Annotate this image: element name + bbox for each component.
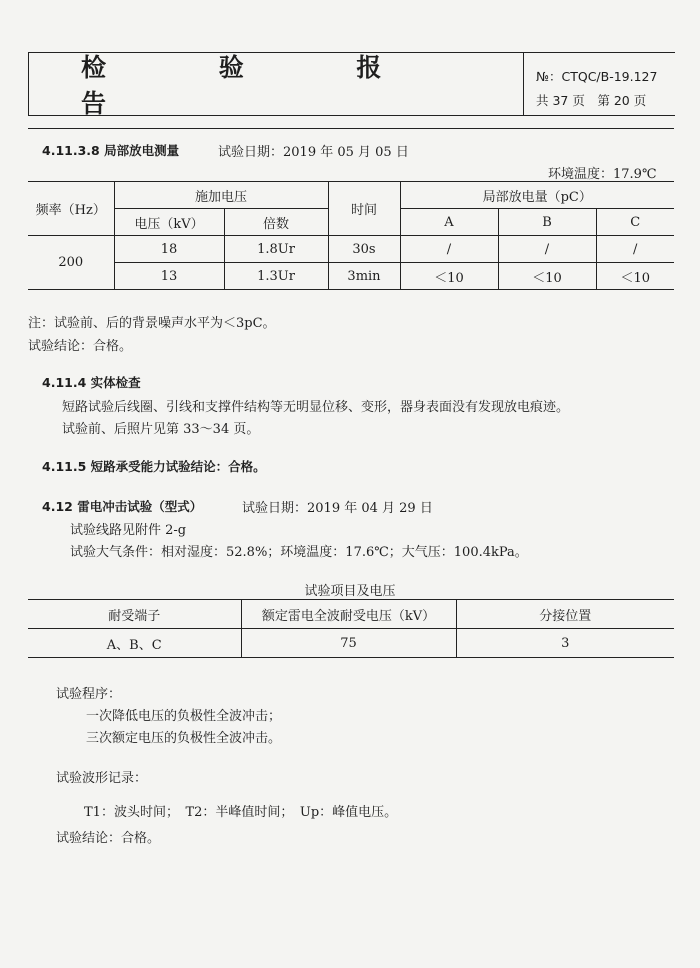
rated-voltage-header: 额定雷电全波耐受电压（kV） bbox=[241, 600, 456, 629]
table-cell: 13 bbox=[114, 263, 224, 290]
table-cell: 3 bbox=[456, 629, 674, 658]
waveform-legend: T1：波头时间； T2：半峰值时间； Up：峰值电压。 bbox=[84, 805, 398, 820]
table-cell: / bbox=[400, 236, 498, 263]
phase-c-header: C bbox=[596, 209, 674, 236]
table-cell: 18 bbox=[114, 236, 224, 263]
table-cell: ＜10 bbox=[596, 263, 674, 290]
pd-table bbox=[28, 181, 674, 290]
table-cell: 75 bbox=[241, 629, 456, 658]
report-title: 检 验 报 告 bbox=[81, 53, 434, 118]
table-cell: 3min bbox=[328, 263, 400, 290]
table-row bbox=[28, 263, 674, 290]
table-cell: A、B、C bbox=[28, 629, 241, 658]
pd-test-date: 试验日期：2019 年 05 月 05 日 bbox=[218, 145, 409, 160]
section-4-11-4-heading: 4.11.4 实体检查 bbox=[42, 375, 141, 390]
table-cell: 30s bbox=[328, 236, 400, 263]
tap-position-header: 分接位置 bbox=[456, 600, 674, 629]
page-count: 共 37 页 第 20 页 bbox=[536, 93, 647, 108]
freq-value: 200 bbox=[28, 236, 114, 290]
procedure-step-2: 三次额定电压的负极性全波冲击。 bbox=[86, 731, 282, 746]
pd-conclusion: 试验结论：合格。 bbox=[28, 339, 133, 354]
header-divider bbox=[28, 128, 674, 129]
phase-b-header: B bbox=[498, 209, 596, 236]
procedure-step-1: 一次降低电压的负极性全波冲击； bbox=[86, 709, 282, 724]
inspection-line-2: 试验前、后照片见第 33～34 页。 bbox=[62, 422, 260, 437]
procedure-title: 试验程序： bbox=[56, 687, 122, 702]
table-cell: 1.8Ur bbox=[224, 236, 328, 263]
multiple-header: 倍数 bbox=[224, 209, 328, 236]
lightning-table bbox=[28, 599, 674, 658]
table-row bbox=[28, 236, 674, 263]
report-header bbox=[28, 52, 675, 116]
inspection-line-1: 短路试验后线圈、引线和支撑件结构等无明显位移、变形，器身表面没有发现放电痕迹。 bbox=[62, 400, 570, 415]
section-4-11-5-heading: 4.11.5 短路承受能力试验结论：合格。 bbox=[42, 459, 266, 474]
table-cell: / bbox=[596, 236, 674, 263]
table-cell: / bbox=[498, 236, 596, 263]
time-header: 时间 bbox=[328, 182, 400, 236]
pd-note: 注：试验前、后的背景噪声水平为＜3pC。 bbox=[28, 316, 276, 331]
doc-number: №：CTQC/B-19.127 bbox=[536, 69, 658, 84]
section-4-11-3-8-heading: 4.11.3.8 局部放电测量 bbox=[42, 143, 180, 158]
pd-ambient-temp: 环境温度：17.9℃ bbox=[548, 167, 657, 182]
section-4-12-heading: 4.12 雷电冲击试验（型式） bbox=[42, 499, 203, 514]
pd-amount-header: 局部放电量（pC） bbox=[400, 182, 674, 209]
voltage-header: 电压（kV） bbox=[114, 209, 224, 236]
table-cell: 1.3Ur bbox=[224, 263, 328, 290]
phase-a-header: A bbox=[400, 209, 498, 236]
lightning-conclusion: 试验结论：合格。 bbox=[56, 831, 161, 846]
table-row bbox=[28, 629, 674, 658]
doc-info bbox=[523, 53, 676, 115]
table-cell: ＜10 bbox=[400, 263, 498, 290]
freq-header: 频率（Hz） bbox=[28, 182, 114, 236]
lightning-table-caption: 试验项目及电压 bbox=[304, 584, 396, 599]
terminal-header: 耐受端子 bbox=[28, 600, 241, 629]
table-cell: ＜10 bbox=[498, 263, 596, 290]
test-circuit-ref: 试验线路见附件 2-g bbox=[70, 523, 187, 538]
waveform-title: 试验波形记录： bbox=[56, 771, 148, 786]
test-conditions: 试验大气条件：相对湿度：52.8%；环境温度：17.6℃；大气压：100.4kPa。 bbox=[70, 545, 528, 560]
lightning-test-date: 试验日期：2019 年 04 月 29 日 bbox=[242, 501, 433, 516]
applied-voltage-header: 施加电压 bbox=[114, 182, 328, 209]
